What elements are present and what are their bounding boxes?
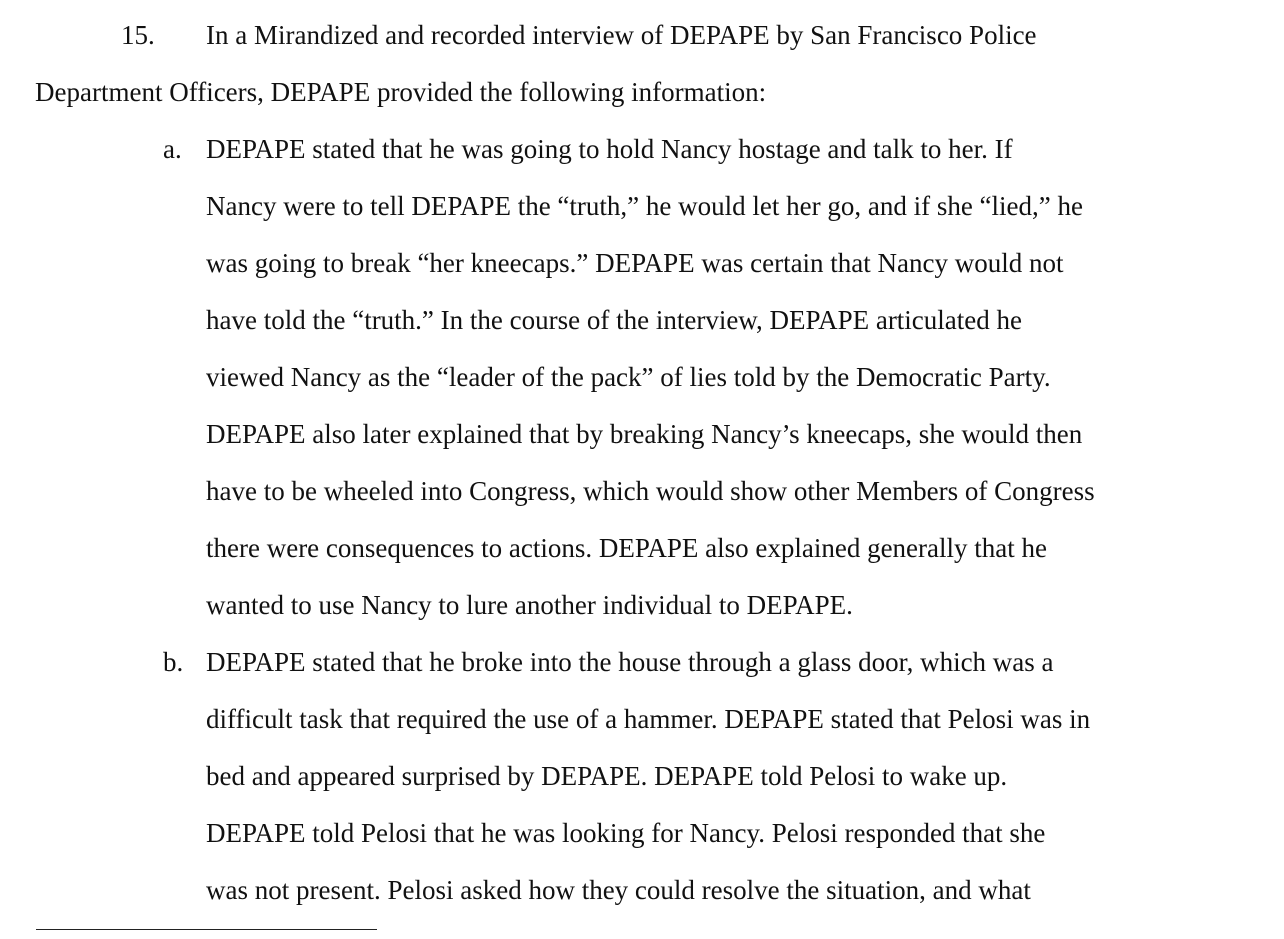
item-a-line-6: DEPAPE also later explained that by breaking Nancy’s kneecaps, she would then: [206, 419, 1083, 449]
item-b-line-5: was not present. Pelosi asked how they could resolve the situation, and what: [206, 875, 1031, 905]
paragraph-number: 15.: [121, 20, 155, 50]
item-b-line-4: DEPAPE told Pelosi that he was looking for Nancy. Pelosi responded that she: [206, 818, 1046, 848]
item-a-line-2: Nancy were to tell DEPAPE the “truth,” he would let her go, and if she “lied,” he: [206, 191, 1083, 221]
item-b-line-1: DEPAPE stated that he broke into the house through a glass door, which was a: [206, 647, 1054, 677]
item-a-marker: a.: [163, 134, 182, 164]
item-a-line-5: viewed Nancy as the “leader of the pack” of lies told by the Democratic Party.: [206, 362, 1051, 392]
paragraph-15-line-2: Department Officers, DEPAPE provided the following information:: [35, 77, 767, 107]
item-a-line-8: there were consequences to actions. DEPAPE also explained generally that he: [206, 533, 1047, 563]
item-b-marker: b.: [163, 647, 184, 677]
item-a-line-3: was going to break “her kneecaps.” DEPAPE was certain that Nancy would not: [206, 248, 1064, 278]
paragraph-15-line-1: In a Mirandized and recorded interview of DEPAPE by San Francisco Police: [206, 20, 1037, 50]
item-a-line-4: have told the “truth.” In the course of the interview, DEPAPE articulated he: [206, 305, 1022, 335]
item-a-line-7: have to be wheeled into Congress, which would show other Members of Congress: [206, 476, 1095, 506]
item-a-line-1: DEPAPE stated that he was going to hold Nancy hostage and talk to her. If: [206, 134, 1013, 164]
item-b-line-3: bed and appeared surprised by DEPAPE. DEPAPE told Pelosi to wake up.: [206, 761, 1008, 791]
footnote-separator: [36, 929, 377, 930]
item-b-line-2: difficult task that required the use of a hammer. DEPAPE stated that Pelosi was in: [206, 704, 1091, 734]
item-a-line-9: wanted to use Nancy to lure another individual to DEPAPE.: [206, 590, 853, 620]
